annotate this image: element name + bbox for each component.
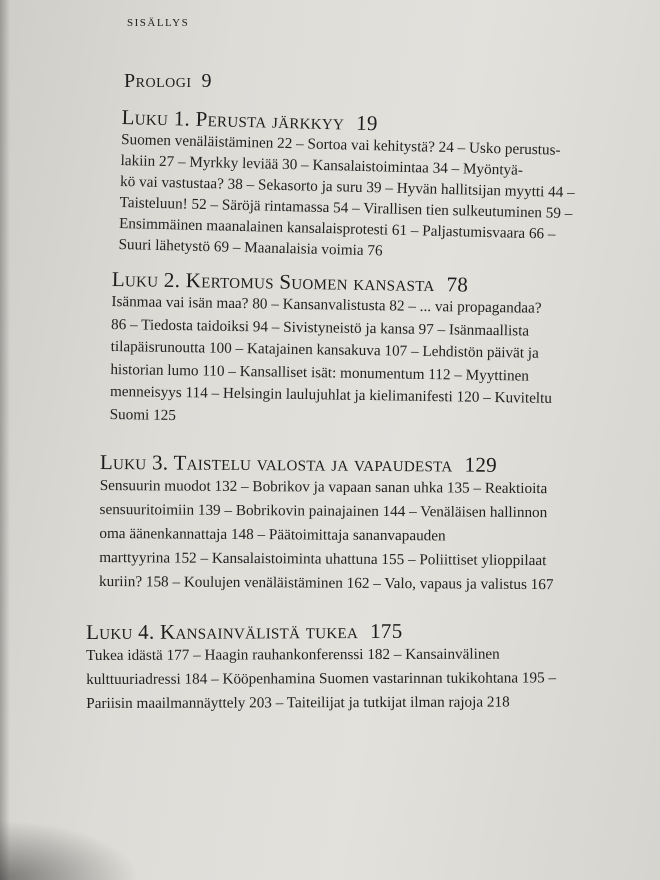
contents-line: Suomi 125 [109, 405, 177, 424]
chapter-contents [110, 291, 628, 434]
contents-line: historian lumo 110 – Kansalliset isät: monumentum 112 – Myyttinen [110, 360, 530, 385]
contents-line: kö vai vastustaa? 38 – Sekasorto ja suru 39 – Hyvän hallitsijan myytti 44 – [119, 172, 575, 202]
contents-line: tilapäisrunoutta 100 – Katajainen kansakuva 107 – Lehdistön päivät ja [110, 337, 539, 362]
prologue-title: Prologi [124, 70, 192, 92]
running-head: sisällys [127, 14, 190, 30]
toc-chapter-4 [86, 618, 628, 716]
contents-line: Suomen venäläistäminen 22 – Sortoa vai kehitystä? 24 – Usko perustus- [120, 130, 561, 159]
chapter-title: Luku 1. Perusta järkkyy [121, 105, 345, 135]
contents-line: Tukea idästä 177 – Haagin rauhankonferenssi 182 – Kansainvälinen [86, 645, 500, 664]
contents-line: kuriin? 158 – Koulujen venäläistäminen 162 – Valo, vapaus ja valistus 167 [99, 572, 554, 594]
toc-chapter-3 [99, 450, 628, 598]
chapter-contents [118, 129, 627, 267]
contents-line: Pariisin maailmannäyttely 203 – Taiteilijat ja tutkijat ilman rajoja 218 [86, 693, 510, 712]
chapter-contents [99, 474, 628, 598]
contents-line: marttyyrina 152 – Kansalaistoiminta uhattuna 155 – Poliittiset ylioppilaat [99, 548, 547, 570]
chapter-title: Luku 4. Kansainvälistä tukea [86, 619, 359, 644]
chapter-title: Luku 3. Taistelu valosta ja vapaudesta [99, 450, 453, 477]
toc-prologue [124, 70, 628, 93]
contents-line: menneisyys 114 – Helsingin laulujuhlat ja kielimanifesti 120 – Kuviteltu [109, 382, 553, 407]
chapter-contents [86, 642, 628, 716]
corner-shadow [0, 820, 140, 880]
chapter-page: 175 [370, 618, 403, 644]
chapter-page: 19 [355, 110, 379, 136]
toc-chapter-1 [118, 105, 628, 267]
contents-line: kulttuuriadressi 184 – Kööpenhamina Suomen vastarinnan tukikohtana 195 – [86, 669, 557, 688]
chapter-heading [100, 450, 628, 478]
contents-line: Taisteluun! 52 – Säröjä rintamassa 54 – Virallisen tien sulkeutuminen 59 – [119, 193, 573, 223]
toc-chapter-2 [110, 267, 628, 434]
contents-line: sensuuritoimiin 139 – Bobrikovin painajainen 144 – Venäläisen hallinnon [99, 500, 548, 522]
contents-line: Isänmaa vai isän maa? 80 – Kansanvalistusta 82 – ... vai propagandaa? [111, 292, 542, 317]
contents-line: lakiin 27 – Myrkky leviää 30 – Kansalaistoimintaa 34 – Myöntyä- [120, 151, 524, 179]
contents-line: Suuri lähetystö 69 – Maanalaisia voimia 76 [118, 235, 383, 260]
contents-line: Sensuurin muodot 132 – Bobrikov ja vapaan sanan uhka 135 – Reaktioita [99, 476, 548, 498]
contents-line: Ensimmäinen maanalainen kansalaisprotesti 61 – Paljastumisvaara 66 – [118, 214, 556, 243]
chapter-heading [86, 618, 628, 644]
table-of-contents [86, 70, 628, 716]
prologue-page: 9 [201, 70, 213, 92]
contents-line: 86 – Tiedosta taidoiksi 94 – Sivistyneistö ja kansa 97 – Isänmaallista [110, 315, 530, 340]
spine-shadow [0, 0, 10, 880]
contents-line: oma äänenkannattaja 148 – Päätoimittaja sananvapauden [99, 524, 446, 545]
chapter-page: 129 [464, 452, 498, 477]
chapter-page: 78 [446, 272, 469, 297]
chapter-title: Luku 2. Kertomus Suomen kansasta [111, 267, 435, 297]
